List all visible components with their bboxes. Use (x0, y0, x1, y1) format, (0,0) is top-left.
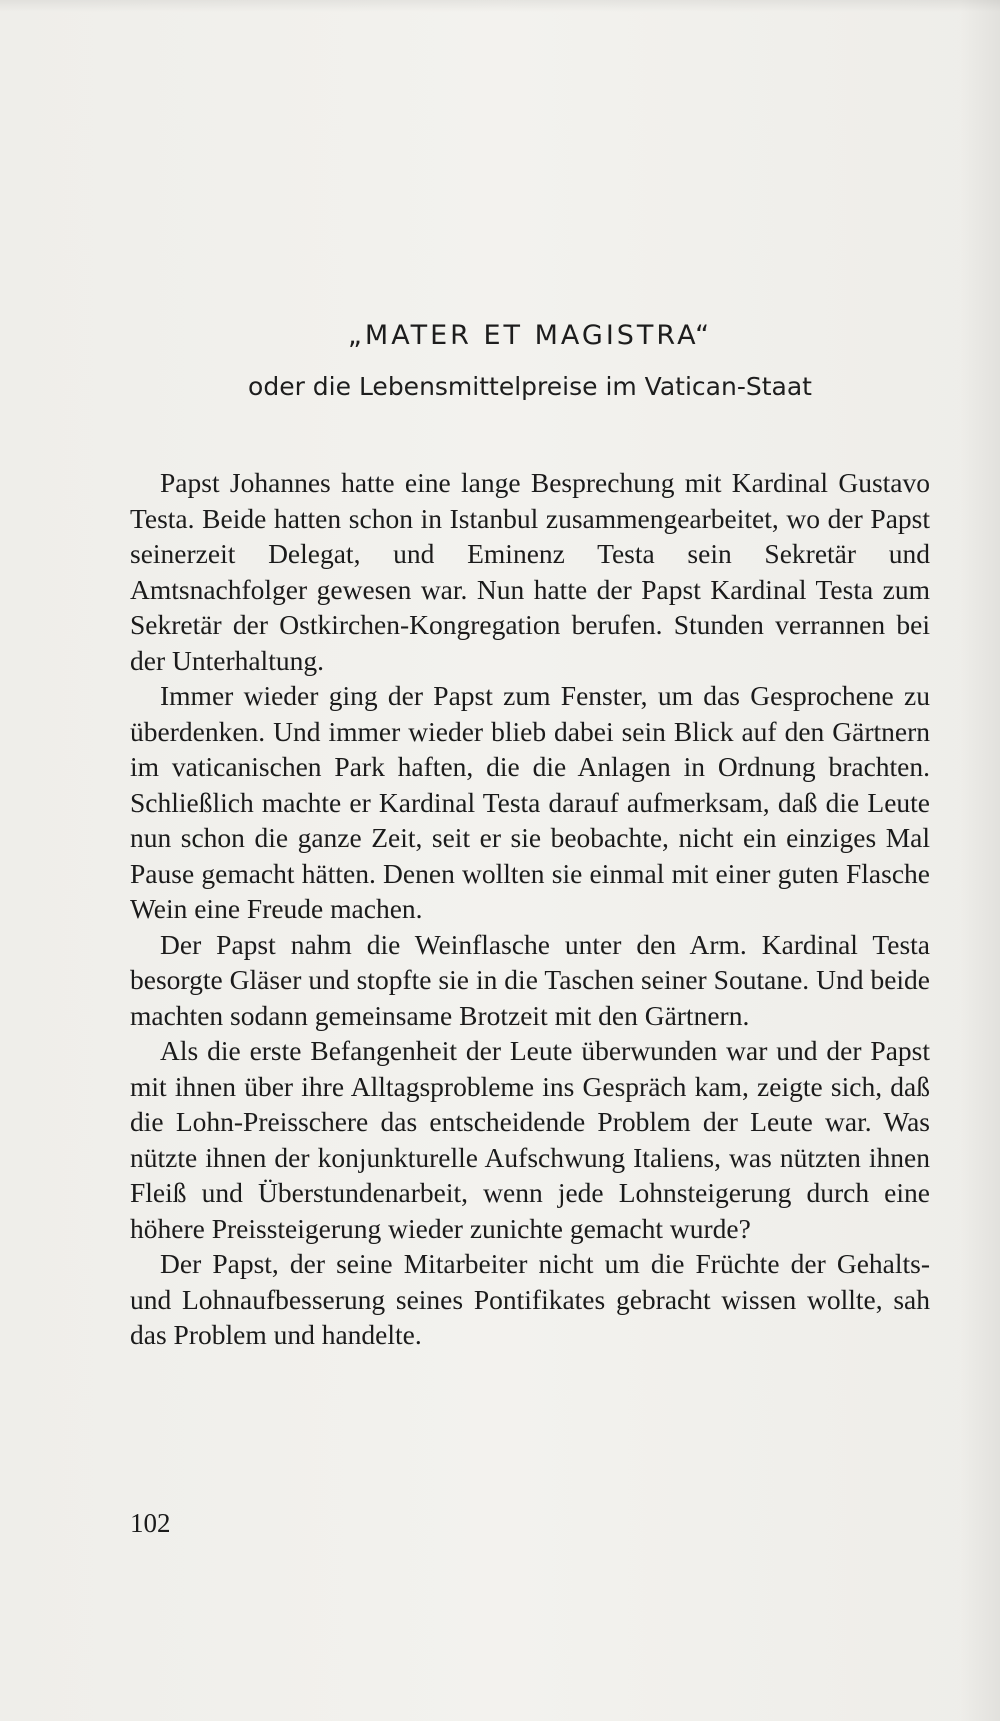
chapter-title: „MATER ET MAGISTRA“ (347, 320, 713, 351)
show-through-line (130, 150, 930, 180)
body-text (130, 465, 930, 1353)
page-number: 102 (130, 1508, 171, 1538)
paragraph: Der Papst nahm die Weinflasche unter den Arm. Kardinal Testa besorgte Gläser und stopfte sie in die Taschen seiner Soutane. Und beide machten sodann gemeinsame Brotzeit mit den Gärtnern. (130, 928, 930, 1031)
chapter-subtitle: oder die Lebensmittelpreise im Vatican-Staat (248, 372, 812, 401)
paragraph: Als die erste Befangenheit der Leute überwunden war und der Papst mit ihnen über ihre Alltagsprobleme ins Gespräch kam, zeigte sich, daß die Lohn-Preisschere das entscheidende Problem der Leute war. Was nützte ihnen der konjunkturelle Aufschwung Italiens, was nützten ihnen Fleiß und Überstundenarbeit, wenn jede Lohnsteigerung durch eine höhere Preissteigerung wieder zunichte gemacht wurde? (130, 1035, 930, 1244)
paragraph: Immer wieder ging der Papst zum Fenster, um das Gesprochene zu überdenken. Und immer wieder blieb dabei sein Blick auf den Gärtnern im vaticanischen Park haften, die die Anlagen in Ordnung brachten. Schließlich machte er Kardinal Testa darauf aufmerksam, daß die Leute nun schon die ganze Zeit, seit er sie beobachte, nicht ein einziges Mal Pause gemacht hätten. Denen wollten sie einmal mit einer guten Flasche Wein eine Freude machen. (130, 680, 930, 924)
paragraph: Papst Johannes hatte eine lange Besprechung mit Kardinal Gustavo Testa. Beide hatten schon in Istanbul zusammengearbeitet, wo der Papst seinerzeit Delegat, und Eminenz Testa sein Sekretär und Amtsnachfolger gewesen war. Nun hatte der Papst Kardinal Testa zum Sekretär der Ostkirchen-Kongregation berufen. Stunden verrannen bei der Unterhaltung. (130, 467, 930, 676)
page-top-shadow (0, 0, 1000, 12)
paragraph: Der Papst, der seine Mitarbeiter nicht um die Früchte der Gehalts- und Lohnaufbesserung seines Pontifikates gebracht wissen wollte, sah das Problem und handelte. (130, 1248, 930, 1350)
page-edge-shadow (960, 0, 1000, 1721)
